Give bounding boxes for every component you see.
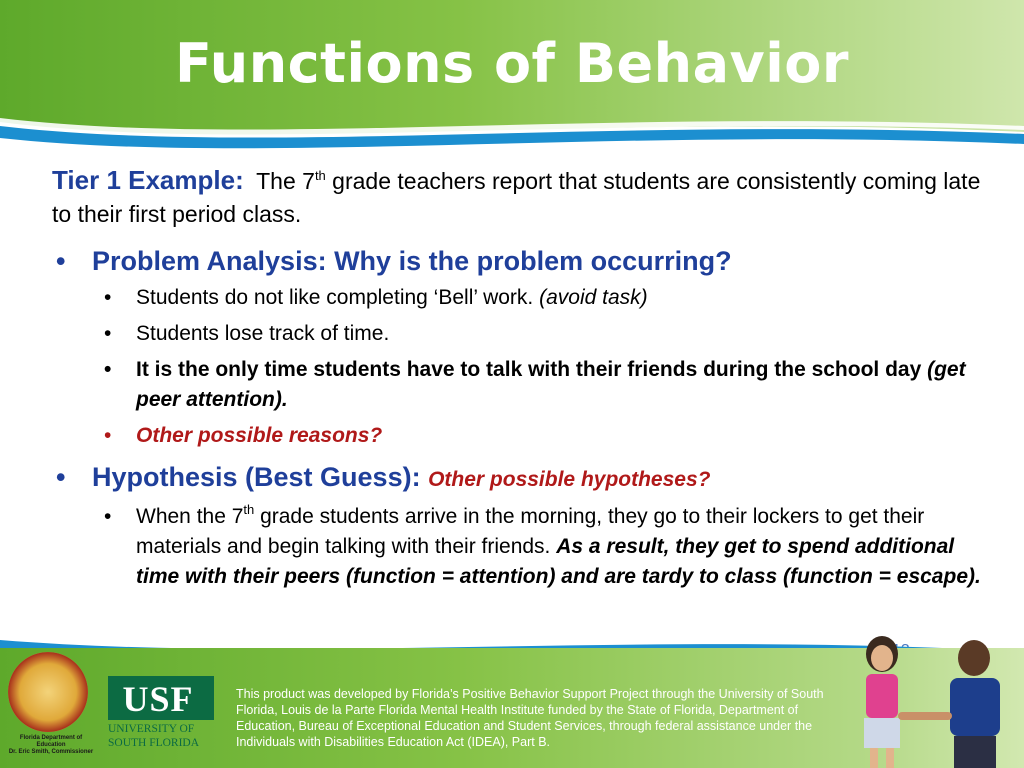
list-item-text-b: grade students arrive in the morning, they go to their lockers to get their materials and begin talking with their friends. [136,505,925,558]
list-item-sup: th [243,502,255,517]
usf-name-line-1: UNIVERSITY OF [108,723,195,735]
usf-name [108,722,218,750]
bullet-icon: • [56,462,66,492]
bullet-icon: • [104,505,112,528]
funding-disclaimer: This product was developed by Florida’s Positive Behavior Support Project through the University of South Florida, Louis de la Parte Florida Mental Health Institute funded by the State of Florida, Department of Education, Bureau of Exceptional Education and Student Services, through federal assistance under the Individuals with Disabilities Education Act (IDEA), Part B. [236,687,824,749]
bullet-icon: • [104,358,112,381]
bullet-icon: • [104,424,112,447]
list-item-note: (get peer attention). [136,358,966,411]
intro-sup: th [314,168,326,183]
list-item-emphasis: As a result, they get to spend additional time with their peers (function = attention) and are tardy to class (function = escape). [136,535,981,588]
usf-logo-text: USF [122,679,194,719]
bullet-icon: • [104,322,112,345]
bullet-icon: • [56,246,66,276]
intro-text-b: grade teachers report that students are consistently coming late to their first period class. [52,168,981,227]
list-item-text: Students do not like completing ‘Bell’ work. [136,286,540,309]
seal-caption [6,735,96,756]
intro-text-a: The 7 [256,168,315,194]
header-swoosh [0,104,1024,168]
problem-analysis-label: Problem Analysis: Why is the problem occurring? [92,246,732,276]
list-item [52,283,982,313]
slide-body [52,164,982,592]
bullet-icon: • [104,286,112,309]
usf-logo [108,676,214,720]
hypothesis-note: Other possible hypotheses? [428,468,711,491]
seal-caption-line-1: Florida Department of Education [19,735,83,748]
list-item [52,502,982,592]
problem-analysis-heading [52,245,982,277]
seal-caption-line-2: Dr. Eric Smith, Commissioner [8,749,94,755]
list-item-text: Other possible reasons? [136,424,383,447]
list-item [52,355,982,415]
hypothesis-heading [52,461,982,496]
hypothesis-label: Hypothesis (Best Guess): [92,462,429,492]
list-item-text: Students lose track of time. [136,322,390,345]
usf-name-line-2: SOUTH FLORIDA [108,737,200,749]
list-item-text: It is the only time students have to talk with their friends during the school day [136,358,928,381]
intro-paragraph [52,164,982,231]
list-item-text-a: When the 7 [136,505,244,528]
slide-title: Functions of Behavior [175,32,849,95]
children-illustration [842,634,1024,768]
list-item [52,421,982,451]
list-item [52,319,982,349]
state-seal-icon [8,652,88,732]
tier-label: Tier 1 Example: [52,165,244,195]
list-item-note: (avoid task) [539,286,648,309]
